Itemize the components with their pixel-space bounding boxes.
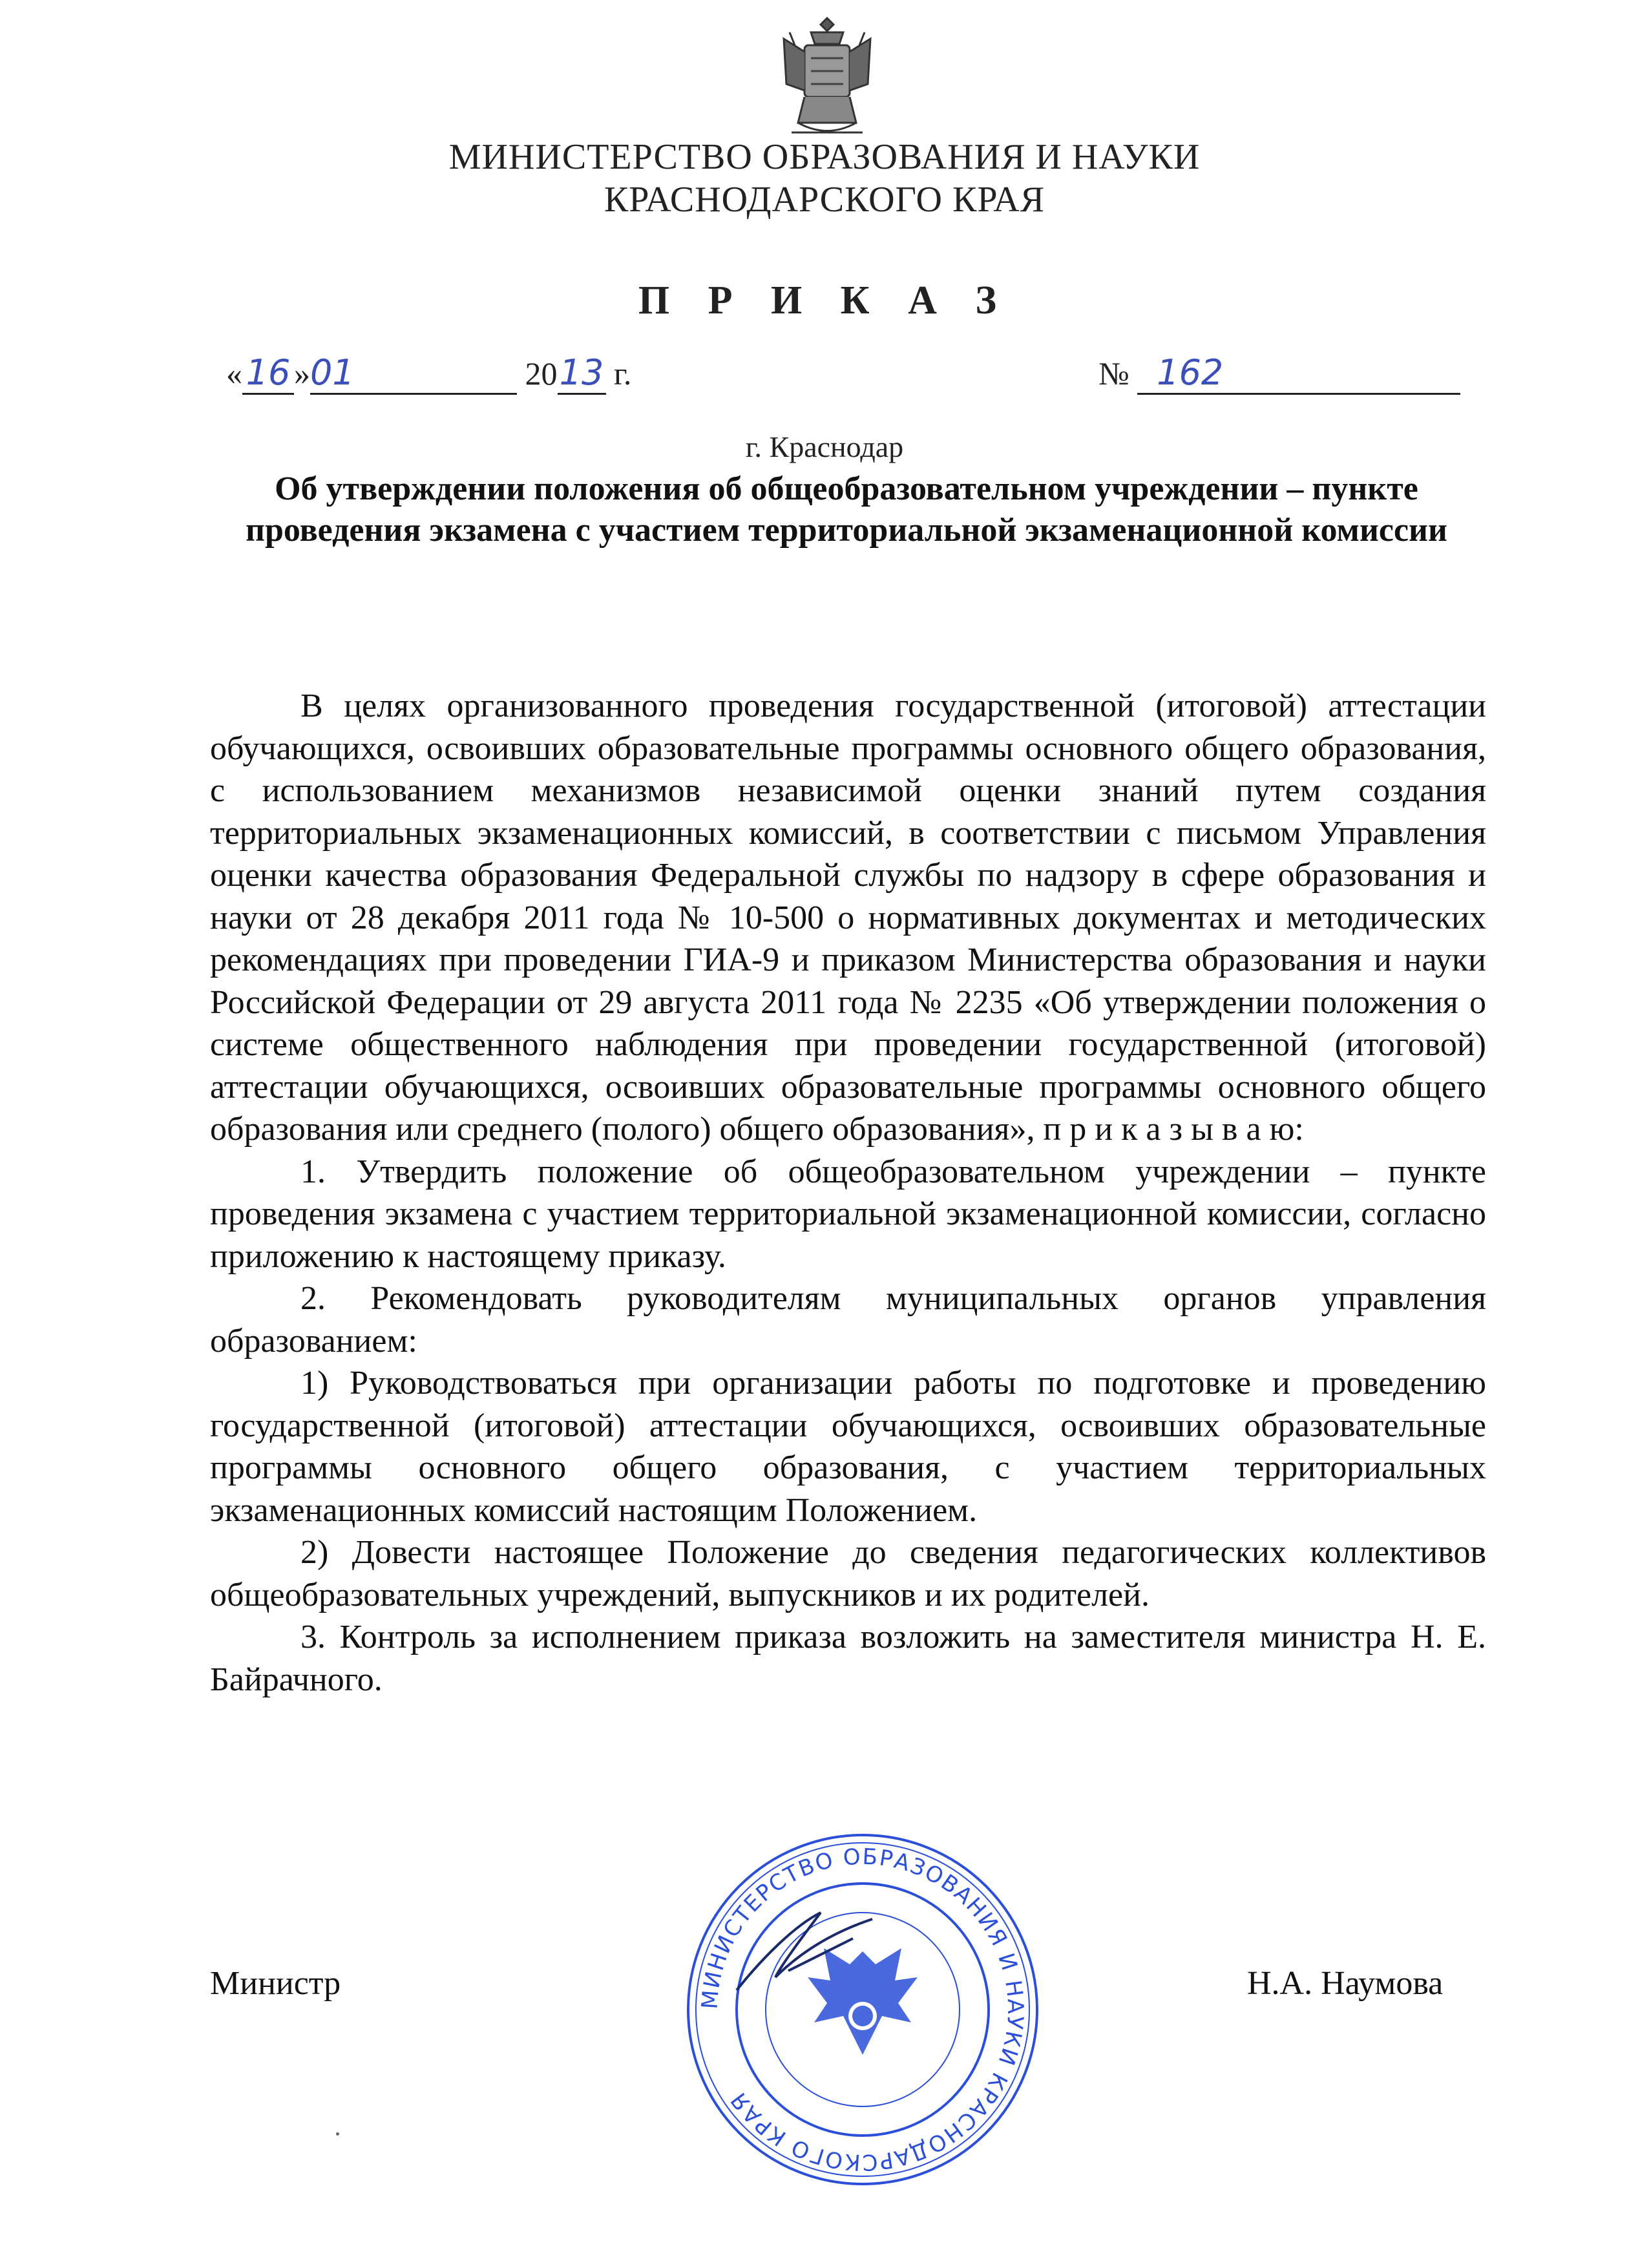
ministry-name-line2: КРАСНОДАРСКОГО КРАЯ	[604, 180, 1045, 220]
document-title: Об утверждении положения об общеобразовательном учреждении – пункте проведения экзамена с участием территориальной экзаменационной комиссии	[246, 470, 1447, 549]
document-type-heading: П Р И К А З	[638, 278, 1011, 322]
date-year-prefix: 20	[525, 355, 558, 392]
date-year-suffix: 13	[558, 352, 606, 395]
stamp-outer-text: МИНИСТЕРСТВО ОБРАЗОВАНИЯ И НАУКИ КРАСНОДАРСКОГО КРАЯ	[697, 1843, 1029, 2176]
scan-speck	[336, 2132, 339, 2136]
preamble-paragraph: В целях организованного проведения государственной (итоговой) аттестации обучающихся, освоивших образовательные программы основного общего образования, с использованием механизмов независимой оценки знаний путем создания территориальных экзаменационных комиссий, в соответствии с письмом Управления оценки качества образования Федеральной службы по надзору в сфере образования и науки от 28 декабря 2011 года № 10-500 о нормативных документах и методических рекомендациях при проведении ГИА-9 и приказом Министерства образования и науки Российской Федерации от 29 августа 2011 года № 2235 «Об утверждении положения о системе общественного наблюдения при проведении государственной (итоговой) аттестации обучающихся, освоивших образовательные программы основного общего образования или среднего (полого) общего образования», п р и к а з ы в а ю:	[210, 688, 1486, 1148]
official-seal-stamp-icon	[682, 1829, 1044, 2190]
number-label: №	[1098, 355, 1129, 392]
clause-3: 3. Контроль за исполнением приказа возложить на заместителя министра Н. Е. Байрачного.	[210, 1619, 1486, 1698]
number-value: 162	[1137, 352, 1460, 395]
krasnodar-coat-of-arms-icon	[772, 13, 882, 142]
clause-1: 1. Утвердить положение об общеобразовательном учреждении – пункте проведения экзамена с участием территориальной экзаменационной комиссии, согласно приложению к настоящему приказу.	[210, 1153, 1486, 1275]
date-open-quote: «	[226, 355, 242, 392]
date-day: 16	[242, 352, 294, 395]
ministry-name-line1: МИНИСТЕРСТВО ОБРАЗОВАНИЯ И НАУКИ	[448, 137, 1201, 177]
date-close-quote: »	[294, 355, 310, 392]
clause-2-1: 1) Руководствоваться при организации работы по подготовке и проведению государственной (итоговой) аттестации обучающихся, освоивших образовательные программы основного общего образования, с участием территориальных экзаменационных комиссий настоящим Положением.	[210, 1365, 1486, 1529]
clause-2-2: 2) Довести настоящее Положение до сведения педагогических коллективов общеобразовательных учреждений, выпускников и их родителей.	[210, 1534, 1486, 1613]
date-month: 01	[310, 352, 517, 395]
clause-2: 2. Рекомендовать руководителям муниципальных органов управления образованием:	[210, 1280, 1486, 1360]
city-line: г. Краснодар	[745, 430, 904, 463]
handwritten-signature	[724, 1900, 892, 2003]
date-year-unit: г.	[614, 355, 632, 392]
document-body	[210, 685, 1486, 1701]
signatory-position: Министр	[210, 1965, 341, 2002]
document-number	[1098, 352, 1460, 395]
signatory-name: Н.А. Наумова	[1247, 1965, 1444, 2002]
document-date	[226, 352, 631, 395]
